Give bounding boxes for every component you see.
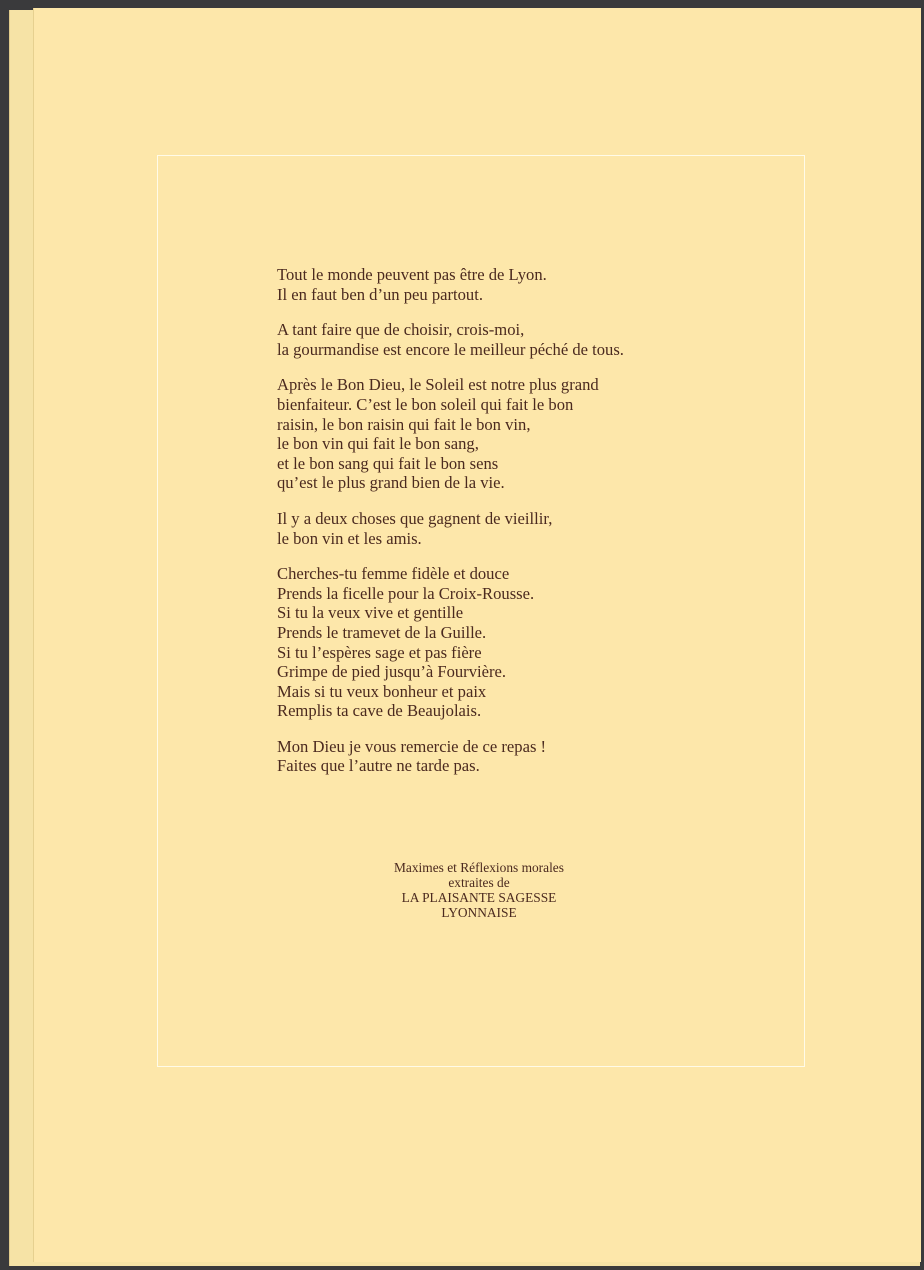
stanza-2 — [277, 320, 747, 359]
poem-line: Il en faut ben d’un peu partout. — [277, 284, 483, 304]
poem-line: Tout le monde peuvent pas être de Lyon. — [277, 265, 547, 284]
poem-line: qu’est le plus grand bien de la vie. — [277, 473, 505, 493]
poem-line: Remplis ta cave de Beaujolais. — [277, 701, 482, 721]
poem-line: Mon Dieu je vous remercie de ce repas ! — [277, 736, 547, 756]
poem-line: Mais si tu veux bonheur et paix — [277, 681, 487, 701]
poem-line: Faites que l’autre ne tarde pas. — [277, 756, 480, 776]
stanza-6 — [277, 737, 747, 776]
stanza-1 — [277, 265, 747, 304]
stanza-4 — [277, 509, 747, 548]
stanza-3 — [277, 375, 747, 493]
credit-line: LA PLAISANTE SAGESSE — [401, 889, 557, 905]
poem-line: Si tu l’espères sage et pas fière — [277, 642, 482, 662]
poem-line: raisin, le bon raisin qui fait le bon vin, — [277, 414, 531, 434]
poem-line: bienfaiteur. C’est le bon soleil qui fait le bon — [277, 394, 574, 414]
source-credit — [330, 861, 628, 921]
stanza-5 — [277, 564, 747, 721]
poem-line: Cherches-tu femme fidèle et douce — [277, 564, 510, 584]
poem-line: Grimpe de pied jusqu’à Fourvière. — [277, 662, 507, 682]
credit-line: LYONNAISE — [441, 904, 517, 920]
credit-line: extraites de — [448, 874, 510, 890]
poem-line: et le bon sang qui fait le bon sens — [277, 453, 499, 473]
credit-line: Maximes et Réflexions morales — [394, 860, 564, 875]
poem-line: le bon vin et les amis. — [277, 528, 422, 548]
poem-line: Après le Bon Dieu, le Soleil est notre plus grand — [277, 375, 599, 395]
poem-line: le bon vin qui fait le bon sang, — [277, 434, 479, 454]
poem-line: Il y a deux choses que gagnent de vieillir, — [277, 508, 553, 528]
poem-text — [277, 265, 747, 792]
poem-line: Si tu la veux vive et gentille — [277, 603, 464, 623]
poem-line: A tant faire que de choisir, crois-moi, — [277, 320, 525, 340]
poem-line: Prends la ficelle pour la Croix-Rousse. — [277, 583, 535, 603]
poem-line: Prends le tramevet de la Guille. — [277, 622, 487, 642]
poem-line: la gourmandise est encore le meilleur péché de tous. — [277, 339, 624, 359]
